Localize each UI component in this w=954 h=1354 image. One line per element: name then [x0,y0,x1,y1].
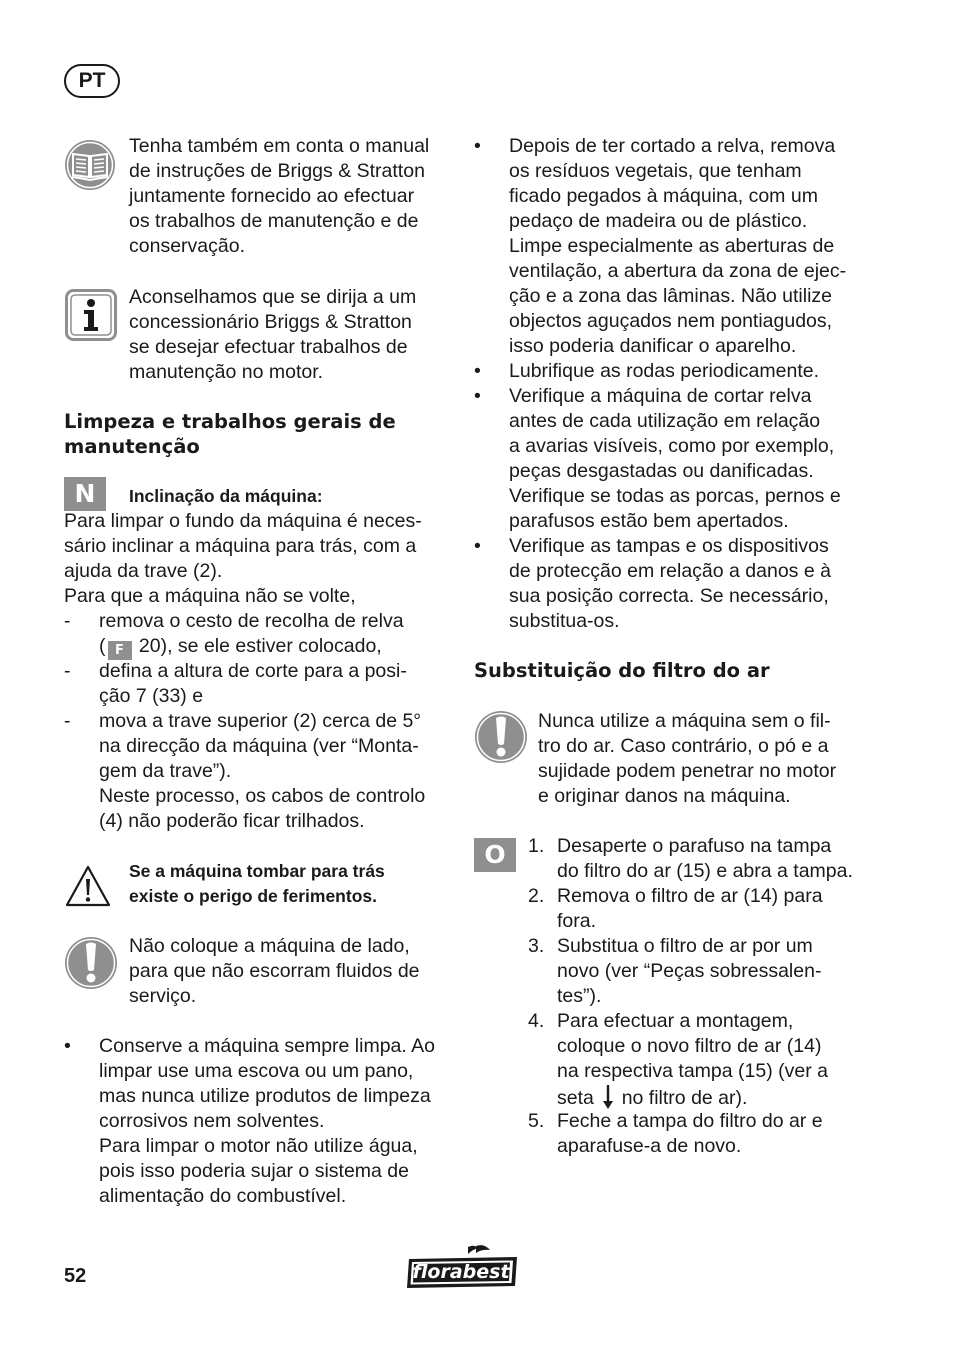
dash-marker: - [64,610,71,632]
warning-text [129,859,385,909]
text-line: Depois de ter cortado a relva, remova [509,135,836,157]
text-line: novo (ver “Peças sobressalen- [557,960,822,982]
text-line: Neste processo, os cabos de controlo [99,785,426,807]
caution-icon [474,710,528,764]
text-line: Conserve a máquina sempre limpa. Ao [99,1035,436,1057]
dash-marker: - [64,660,71,682]
text-line: fora. [557,910,597,932]
text-line: sujidade podem penetrar no motor [538,760,837,782]
text-line: Para que a máquina não se volte, [64,585,356,607]
bullet-item-inspect [509,384,841,534]
text-line: aparafuse-a de novo. [557,1135,742,1157]
bullet-item-wheels [509,359,819,384]
text-line: sário inclinar a máquina para trás, com a [64,535,417,557]
text-line: antes de cada utilização em relação [509,410,821,432]
info-note [129,285,416,385]
text-line: gem da trave”). [99,760,232,782]
text-line: ajuda da trave (2). [64,560,223,582]
text-line: mas nunca utilize produtos de limpeza [99,1085,431,1107]
bullet-marker: • [474,535,481,557]
text-line: Verifique a máquina de cortar relva [509,385,812,407]
section-heading-cleaning [64,409,396,459]
text-fragment: seta [557,1087,594,1109]
step-number: 5. [528,1110,545,1132]
text-line: do filtro do ar (15) e abra a tampa. [557,860,853,882]
bullet-item-residue [509,134,846,359]
text-line: Desaperte o parafuso na tampa [557,835,832,857]
dash-marker: - [64,710,71,732]
text-line: Nunca utilize a máquina sem o fil- [538,710,831,732]
step-item [557,934,821,1009]
text-line: corrosivos nem solventes. [99,1110,325,1132]
brand-wordmark: florabest [412,1261,510,1283]
text-line: Se a máquina tombar para trás [129,861,385,881]
step-number: 4. [528,1010,545,1032]
text-line: limpar use uma escova ou um pano, [99,1060,414,1082]
bullet-marker: • [474,135,481,157]
text-line: substitua-os. [509,610,620,632]
step-item [557,884,823,934]
text-line: serviço. [129,985,197,1007]
text-line: a avarias visíveis, como por exemplo, [509,435,835,457]
text-line: na direcção da máquina (ver “Monta- [99,735,419,757]
text-line: ventilação, a abertura da zona de ejec- [509,260,847,282]
operation-badge-o: O [474,838,516,872]
dash-item-height [99,659,407,709]
text-line: peças desgastadas ou danificadas. [509,460,814,482]
text-line: concessionário Briggs & Stratton [129,311,412,333]
info-icon [65,289,117,341]
caution-note [129,934,420,1009]
warning-icon [64,864,112,908]
text-line: sua posição correcta. Se necessário, [509,585,829,607]
tilt-intro [64,509,422,609]
book-icon [64,139,116,191]
text-line: os resíduos vegetais, que tenham [509,160,802,182]
text-line: Lubrifique as rodas periodicamente. [509,360,820,382]
text-line: Para limpar o motor não utilize água, [99,1135,418,1157]
text-line: defina a altura de corte para a posi- [99,660,407,682]
text-line: parafusos estão bem apertados. [509,510,789,532]
step-item [557,1009,828,1109]
text-line: ção e a zona das lâminas. Não utilize [509,285,833,307]
text-line: ção 7 (33) e [99,685,204,707]
dash-item-handle [99,709,425,834]
book-note [129,134,429,259]
text-line: isso poderia danificar o aparelho. [509,335,797,357]
text-line: tro do ar. Caso contrário, o pó e a [538,735,829,757]
step-number: 2. [528,885,545,907]
step-item [557,834,853,884]
language-badge: PT [64,64,120,98]
note-badge-n: N [64,477,106,511]
text-line: alimentação do combustível. [99,1185,347,1207]
text-line: de instruções de Briggs & Stratton [129,160,425,182]
text-line: Para efectuar a montagem, [557,1010,794,1032]
caution-icon [64,936,118,990]
text-line: os trabalhos de manutenção e de [129,210,419,232]
text-line: Verifique as tampas e os dispositivos [509,535,829,557]
text-line: juntamente fornecido ao efectuar [129,185,415,207]
text-line: se desejar efectuar trabalhos de [129,336,408,358]
arrow-down-icon [602,1084,614,1110]
text-line: (4) não poderão ficar trilhados. [99,810,365,832]
page-number: 52 [64,1265,87,1287]
text-line: ficado pegados à máquina, com um [509,185,818,207]
text-line: Verifique se todas as porcas, pernos e [509,485,841,507]
text-line: mova a trave superior (2) cerca de 5° [99,710,422,732]
section-heading-air-filter: Substituição do filtro do ar [474,659,770,682]
text-line: coloque o novo filtro de ar (14) [557,1035,822,1057]
text-fragment: no filtro de ar). [621,1087,748,1109]
paren: ( [99,635,106,657]
florabest-logo [406,1244,520,1290]
text-line: existe o perigo de ferimentos. [129,886,377,906]
step-number: 1. [528,835,545,857]
text-line: remova o cesto de recolha de relva [99,610,404,632]
filter-caution-note [538,709,836,809]
text-line: Substitua o filtro de ar por um [557,935,813,957]
step-item [557,1109,823,1159]
bullet-marker: • [474,385,481,407]
text-line: na respectiva tampa (15) (ver a [557,1060,828,1082]
text-line: Aconselhamos que se dirija a um [129,286,417,308]
text-line: de protecção em relação a danos e à [509,560,831,582]
tilt-title: Inclinação da máquina: [129,486,323,506]
heading-line: Limpeza e trabalhos gerais de [64,410,396,433]
text-line: Limpe especialmente as aberturas de [509,235,835,257]
heading-line: manutenção [64,435,200,458]
text-line: Feche a tampa do filtro do ar e [557,1110,823,1132]
text-line: manutenção no motor. [129,361,324,383]
text-line: tes”). [557,985,602,1007]
text-line: Para limpar o fundo da máquina é neces- [64,510,422,532]
text-line: objectos aguçados nem pontiagudos, [509,310,833,332]
bullet-marker: • [474,360,481,382]
text-line: Tenha também em conta o manual [129,135,430,157]
dash-item-basket [99,609,404,659]
text-line: para que não escorram fluidos de [129,960,420,982]
text-line: Remova o filtro de ar (14) para [557,885,823,907]
text-line: Não coloque a máquina de lado, [129,935,410,957]
text-fragment: 20), se ele estiver colocado, [133,635,382,657]
bullet-item-covers [509,534,831,634]
text-line [557,1084,828,1109]
bullet-marker: • [64,1035,71,1057]
text-line [99,634,404,659]
text-line: pedaço de madeira ou de plástico. [509,210,808,232]
text-line: conservação. [129,235,245,257]
bullet-item-clean [99,1034,435,1209]
text-line: pois isso poderia sujar o sistema de [99,1160,409,1182]
text-line: e originar danos na máquina. [538,785,791,807]
step-number: 3. [528,935,545,957]
figure-badge-f: F [108,641,132,660]
